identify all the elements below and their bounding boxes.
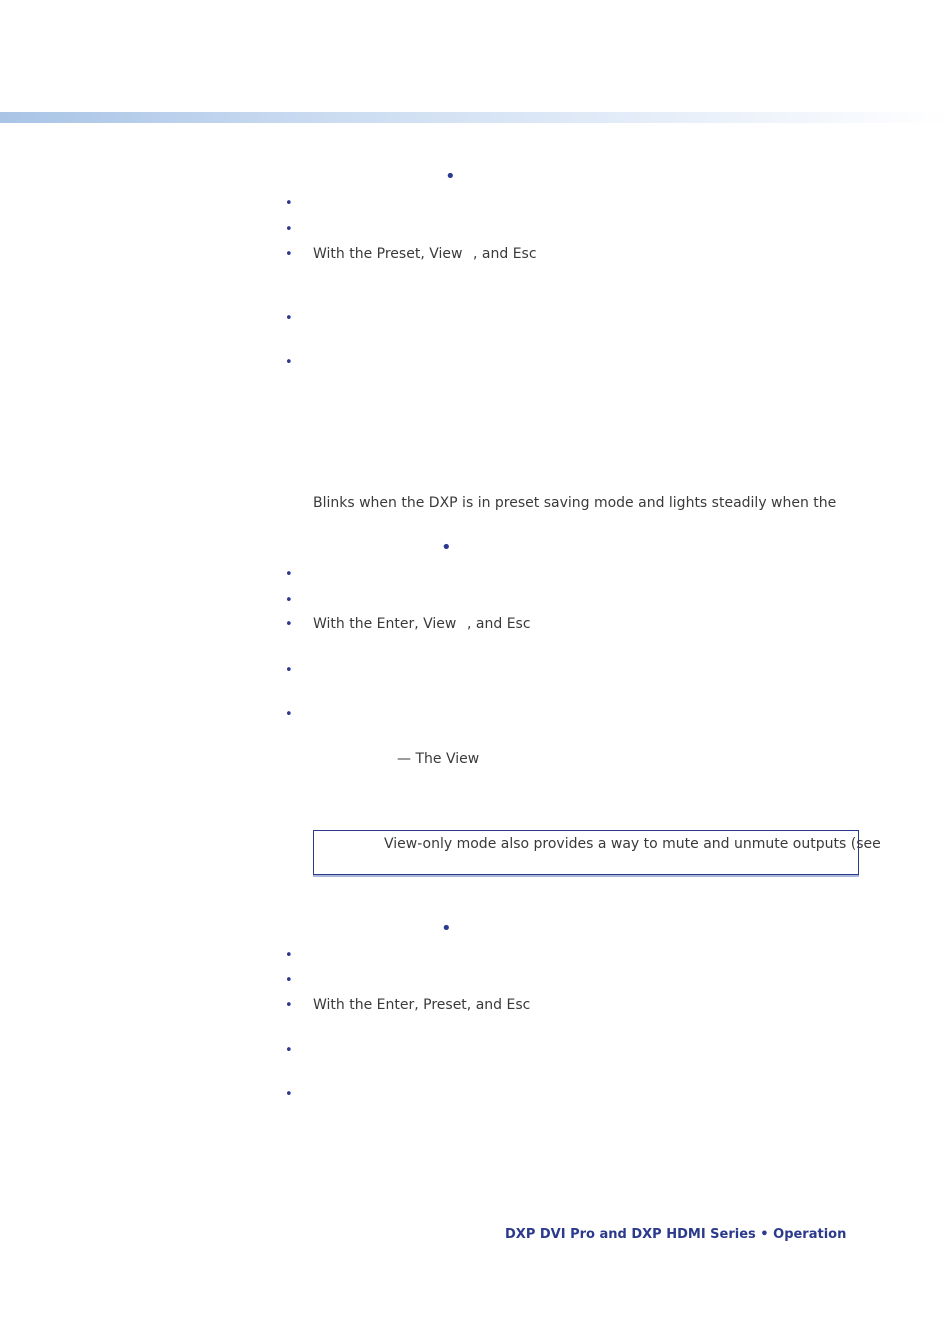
list-bullet: • <box>285 593 293 608</box>
list-item-text: With the Enter, Preset, and Esc <box>313 997 531 1013</box>
list-bullet: • <box>285 355 293 370</box>
section-bullet: • <box>445 166 456 187</box>
list-bullet: • <box>285 1087 293 1102</box>
list-bullet: • <box>285 663 293 678</box>
dash-text: — The View <box>397 751 480 767</box>
list-bullet: • <box>285 617 293 632</box>
list-item-text-tail: , and Esc <box>473 246 537 262</box>
note-box <box>313 830 881 875</box>
section-bullet: • <box>441 918 452 939</box>
list-item-text: With the Enter, View <box>313 616 457 632</box>
list-bullet: • <box>285 973 293 988</box>
list-item-text-tail: , and Esc <box>467 616 531 632</box>
page-footer: DXP DVI Pro and DXP HDMI Series • Operation <box>505 1227 847 1242</box>
header-gradient-band <box>0 112 950 123</box>
list-bullet: • <box>285 948 293 963</box>
list-bullet: • <box>285 222 293 237</box>
list-bullet: • <box>285 707 293 722</box>
paragraph-text: Blinks when the DXP is in preset saving mode and lights steadily when the <box>313 495 837 511</box>
list-bullet: • <box>285 998 293 1013</box>
list-bullet: • <box>285 1043 293 1058</box>
note-text: View-only mode also provides a way to mute and unmute outputs (see <box>384 836 881 852</box>
list-bullet: • <box>285 196 293 211</box>
list-item-text: With the Preset, View <box>313 246 463 262</box>
list-bullet: • <box>285 247 293 262</box>
list-bullet: • <box>285 311 293 326</box>
list-bullet: • <box>285 567 293 582</box>
section-bullet: • <box>441 537 452 558</box>
